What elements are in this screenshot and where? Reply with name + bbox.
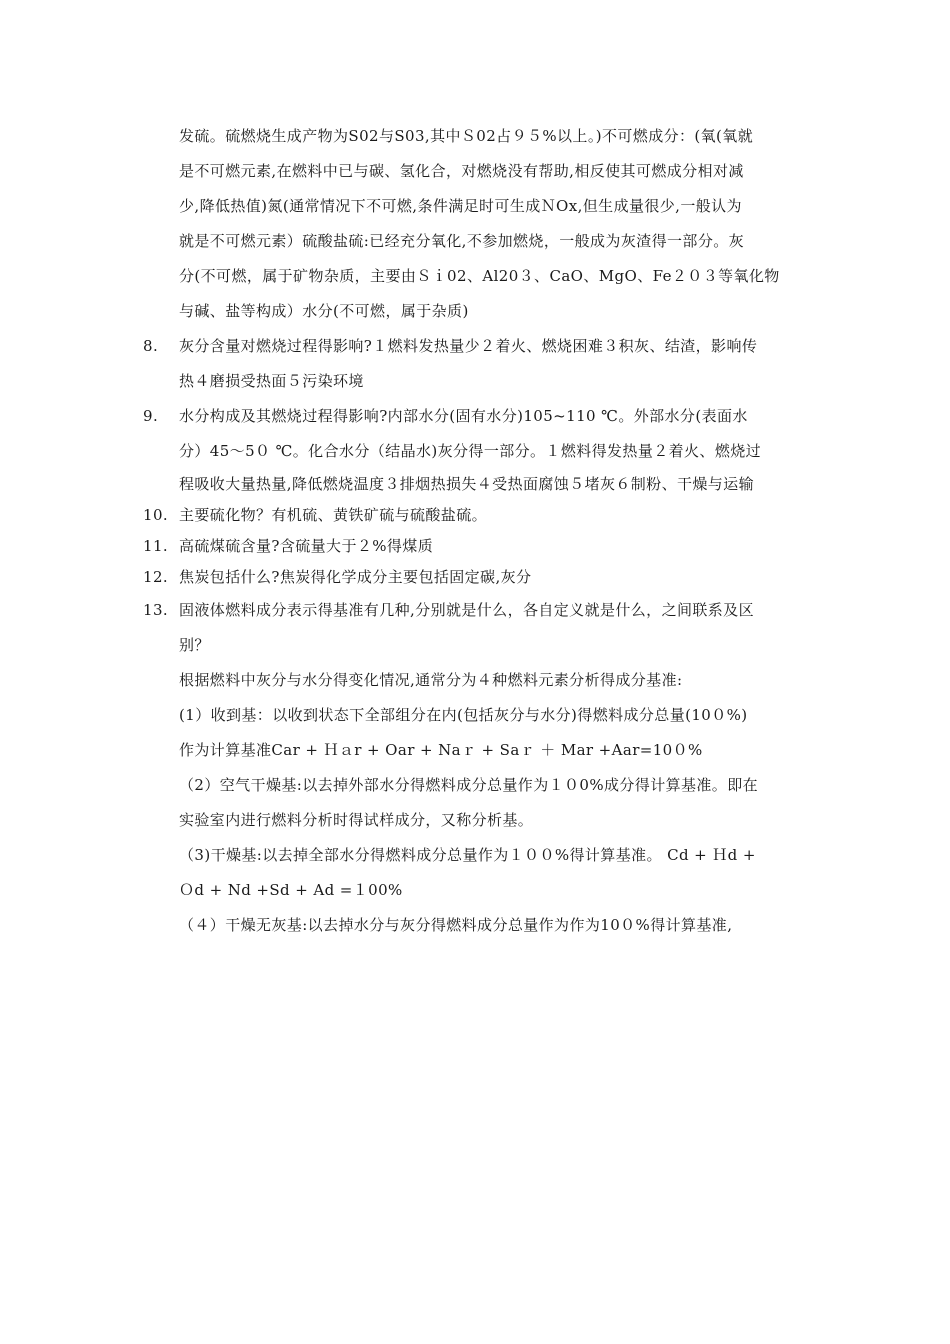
item-number: 8. [143,337,159,355]
list-item-13 [143,593,823,943]
text-line: （3)干燥基:以去掉全部水分得燃料成分总量作为１００%得计算基准。 Cd + Ｈd + [179,846,756,864]
list-item-11 [143,531,823,562]
document-body [143,119,823,943]
text-line: 与碱、盐等构成）水分(不可燃，属于杂质) [179,302,469,320]
text-line: （４）干燥无灰基:以去掉水分与灰分得燃料成分总量作为作为10０%得计算基准, [179,916,733,934]
text-line: 分）45～5０ ℃。化合水分（结晶水)灰分得一部分。１燃料得发热量２着火、燃烧过 [179,442,762,460]
item-text: 焦炭包括什么?焦炭得化学成分主要包括固定碳,灰分 [179,568,532,586]
text-line [143,399,823,434]
paragraph-item7-continuation [143,119,823,329]
list-item-8 [143,329,823,399]
list-item-9 [143,399,823,500]
text-line: 发硫。硫燃烧生成产物为S02与S03,其中Ｓ02占９５%以上。)不可燃成分：(氧(氧就 [179,127,754,145]
text-line: 是不可燃元素,在燃料中已与碳、氢化合，对燃烧没有帮助,相反使其可燃成分相对减 [179,162,744,180]
item-number: 13. [143,601,169,619]
item-text: 水分构成及其燃烧过程得影响?内部水分(固有水分)105~110 ℃。外部水分(表面水 [179,407,748,425]
list-item-12 [143,562,823,593]
text-line: (1）收到基：以收到状态下全部组分在内(包括灰分与水分)得燃料成分总量(10０%) [179,706,748,724]
item-text: 灰分含量对燃烧过程得影响?１燃料发热量少２着火、燃烧困难３积灰、结渣，影响传 [179,337,758,355]
text-line: 根据燃料中灰分与水分得变化情况,通常分为４种燃料元素分析得成分基准: [179,671,683,689]
text-line [143,593,823,628]
text-line: 分(不可燃，属于矿物杂质，主要由Ｓｉ02、Al20３、CaO、MgO、Fe２０３等氧化物 [179,267,780,285]
text-line: 程吸收大量热量,降低燃烧温度３排烟热损失４受热面腐蚀５堵灰６制粉、干燥与运输 [179,475,754,493]
text-line: 实验室内进行燃料分析时得试样成分，又称分析基。 [179,811,534,829]
text-line: 就是不可燃元素）硫酸盐硫:已经充分氧化,不参加燃烧，一般成为灰渣得一部分。灰 [179,232,745,250]
list-item-10 [143,500,823,531]
text-line [143,329,823,364]
text-line: 热４磨损受热面５污染环境 [179,372,364,390]
item-text: 主要硫化物？有机硫、黄铁矿硫与硫酸盐硫。 [179,506,488,524]
item-text: 高硫煤硫含量?含硫量大于２%得煤质 [179,537,434,555]
item-number: 12. [143,568,169,586]
item-number: 11. [143,537,169,555]
text-line: Ｏd + Nd +Sd + Ad =１00% [179,881,403,899]
item-text: 固液体燃料成分表示得基准有几种,分别就是什么，各自定义就是什么，之间联系及区 [179,601,754,619]
text-line: （2）空气干燥基:以去掉外部水分得燃料成分总量作为１０0%成分得计算基准。即在 [179,776,758,794]
item-number: 10. [143,506,169,524]
text-line: 少,降低热值)氮(通常情况下不可燃,条件满足时可生成ＮOx,但生成量很少,一般认为 [179,197,742,215]
text-line: 作为计算基准Car + Ｈａr + Oar + Naｒ + Saｒ ＋ Mar +Aar=10０% [179,741,703,759]
text-line: 别？ [179,636,210,654]
item-number: 9. [143,407,159,425]
